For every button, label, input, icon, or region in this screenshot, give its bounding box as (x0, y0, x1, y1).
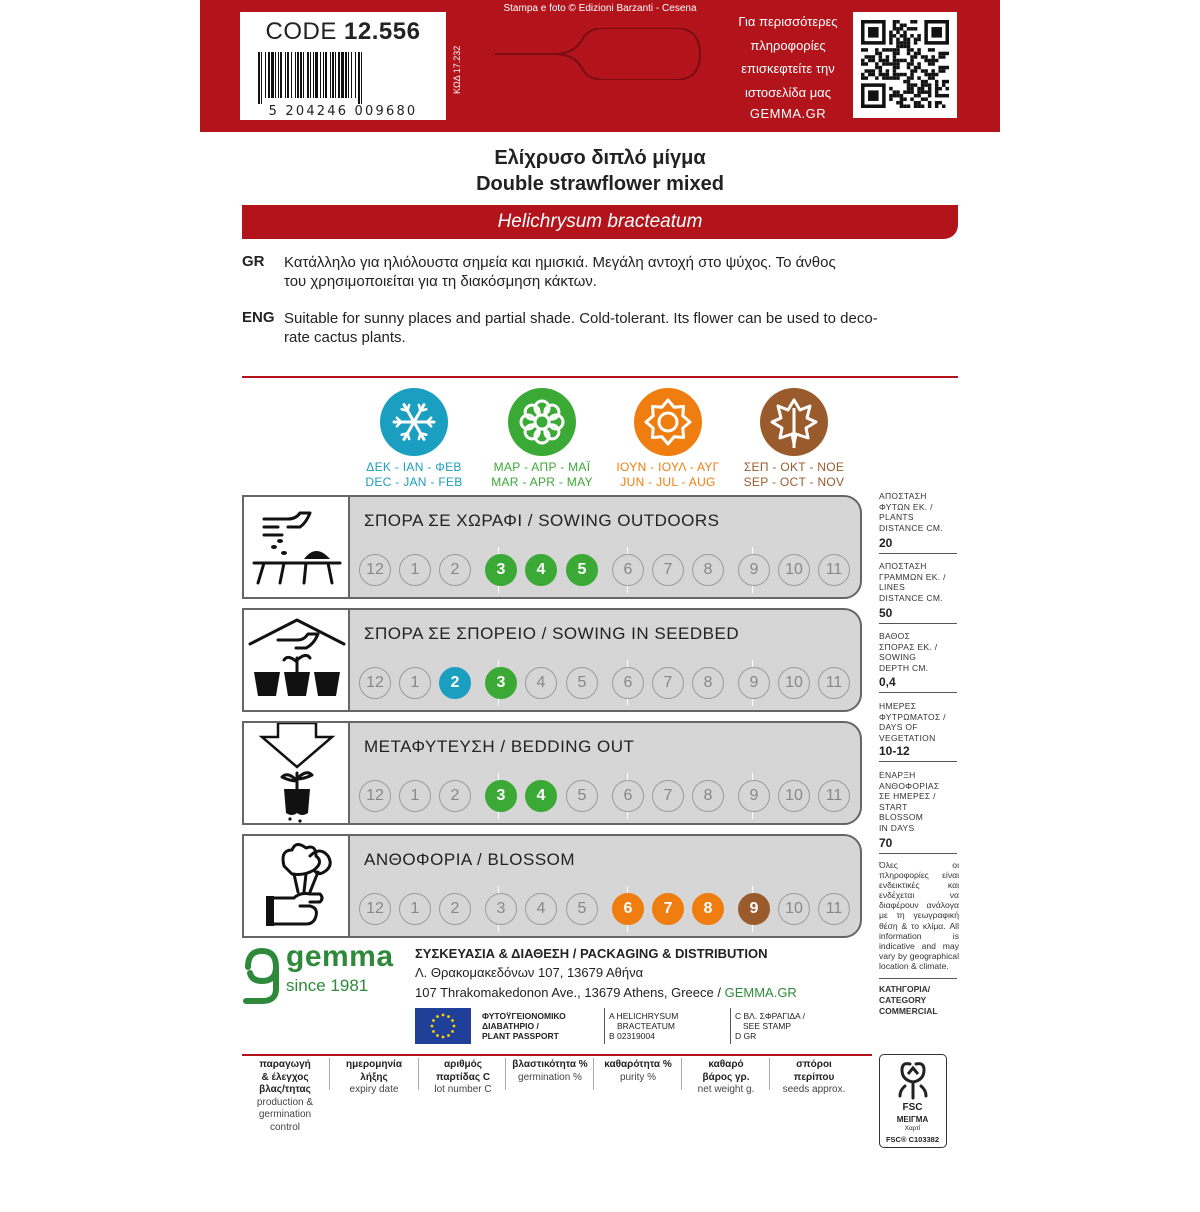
bottom-field: βλαστικότητα % germination % (512, 1059, 588, 1083)
title-greek: Ελίχρυσο διπλό μίγμα (494, 147, 706, 169)
bottom-field: σπόροι περίπου seeds approx. (782, 1059, 846, 1095)
month-5: 5 (566, 667, 598, 699)
snowflake-icon (380, 388, 448, 456)
month-7: 7 (652, 780, 684, 812)
bottom-field: καθαρό βάρος γρ. net weight g. (697, 1059, 755, 1095)
fsc-logo-text: FSC (902, 1102, 923, 1113)
stat-divider (879, 692, 957, 693)
calendar-row (242, 834, 862, 938)
bottom-divider (242, 1054, 872, 1056)
gemma-logo-icon (242, 945, 282, 1005)
print-credit: Stampa e foto © Edizioni Barzanti - Cesena (503, 3, 697, 14)
stat-value: 20 (879, 536, 893, 550)
barcode-label (240, 12, 446, 120)
stat-value: 50 (879, 606, 893, 620)
more-info-text: Για περισσότερες πληροφορίες επισκεφτείτε την ιστοσελίδα μας (738, 14, 838, 100)
month-10: 10 (778, 780, 810, 812)
calendar-row (242, 608, 862, 712)
month-3: 3 (485, 554, 517, 586)
field-divider (681, 1058, 682, 1090)
field-divider (505, 1058, 506, 1090)
stat-label: ΑΠΟΣΤΑΣΗ ΦΥΤΩΝ ΕΚ. / PLANTS DISTANCE CM. (879, 491, 943, 533)
season-months-en: MAR - APR - MAY (491, 475, 593, 489)
sowing-seedbed-icon (244, 610, 350, 710)
month-1: 1 (399, 893, 431, 925)
hang-hole (495, 28, 705, 80)
bottom-field: καθαρότητα % purity % (604, 1059, 672, 1083)
month-4: 4 (525, 667, 557, 699)
bedding-out-icon (244, 723, 350, 823)
fsc-mix: ΜΕΙΓΜΑ (896, 1115, 929, 1124)
calendar-row (242, 721, 862, 825)
bottom-field: αριθμός παρτίδας C lot number C (434, 1059, 492, 1095)
category: ΚΑΤΗΓΟΡΙΑ/ CATEGORY COMMERCIAL (879, 984, 938, 1016)
calendar-row (242, 495, 862, 599)
month-8: 8 (692, 667, 724, 699)
month-5: 5 (566, 893, 598, 925)
stat-divider (879, 623, 957, 624)
field-divider (418, 1058, 419, 1090)
row-label: ΑΝΘΟΦΟΡΙΑ / BLOSSOM (364, 850, 576, 869)
stat-value: 10-12 (879, 744, 910, 758)
stat-divider (879, 553, 957, 554)
plant-passport-title: ΦΥΤΟΫΓΕΙΟΝΟΜΙΚΟ ΔΙΑΒΑΤΗΡΙΟ / PLANT PASSPORT (482, 1011, 566, 1041)
packaging-title: ΣΥΣΚΕΥΑΣΙΑ & ΔΙΑΘΕΣΗ / PACKAGING & DISTRIBUTION (415, 946, 768, 961)
month-6: 6 (612, 554, 644, 586)
passport-col-a: A HELICHRYSUM BRACTEATUM B 02319004 (609, 1011, 679, 1041)
leaf-icon (760, 388, 828, 456)
barcode (258, 52, 430, 104)
month-1: 1 (399, 667, 431, 699)
row-label: ΣΠΟΡΑ ΣΕ ΣΠΟΡΕΙΟ / SOWING IN SEEDBED (364, 624, 740, 643)
season-months-gr: ΜΑΡ - ΑΠΡ - ΜΑΪ (493, 460, 591, 474)
season-months-en: JUN - JUL - AUG (620, 475, 716, 489)
description-gr: Κατάλληλο για ηλιόλουστα σημεία και ημισκιά. Μεγάλη αντοχή στο ψύχος. Το άνθος του χρησιμοποιείται για τη διακόσμηση κάκτων. (284, 254, 836, 290)
sowing-outdoors-icon (244, 497, 350, 597)
month-4: 4 (525, 554, 557, 586)
season-months-gr: ΙΟΥΝ - ΙΟΥΛ - ΑΥΓ (616, 460, 720, 474)
month-9: 9 (738, 667, 770, 699)
month-5: 5 (566, 554, 598, 586)
month-10: 10 (778, 667, 810, 699)
month-8: 8 (692, 780, 724, 812)
sun-icon (634, 388, 702, 456)
latin-name: Helichrysum bracteatum (497, 211, 703, 232)
field-divider (769, 1058, 770, 1090)
latin-name-bar (242, 205, 958, 239)
month-9: 9 (738, 554, 770, 586)
stat-label: ΒΑΘΟΣ ΣΠΟΡΑΣ ΕΚ. / SOWING DEPTH CM. (879, 631, 938, 673)
month-2: 2 (439, 667, 471, 699)
month-8: 8 (692, 554, 724, 586)
gemma-wordmark: gemma (286, 940, 394, 973)
eu-flag-icon (415, 1008, 471, 1044)
month-11: 11 (818, 780, 850, 812)
fsc-label (879, 1054, 947, 1148)
season-months-en: SEP - OCT - NOV (743, 475, 845, 489)
description-en: Suitable for sunny places and partial shade. Cold-tolerant. Its flower can be used to deco- rate cactus plants. (284, 310, 878, 346)
title-english: Double strawflower mixed (476, 173, 724, 195)
season-months-gr: ΔΕΚ - ΙΑΝ - ΦΕΒ (366, 460, 462, 474)
month-11: 11 (818, 893, 850, 925)
month-6: 6 (612, 893, 644, 925)
blossom-icon (244, 836, 350, 936)
row-label: ΣΠΟΡΑ ΣΕ ΧΩΡΑΦΙ / SOWING OUTDOORS (364, 511, 720, 530)
month-1: 1 (399, 780, 431, 812)
month-8: 8 (692, 893, 724, 925)
month-10: 10 (778, 554, 810, 586)
month-12: 12 (359, 667, 391, 699)
address-greek: Λ. Θρακομακεδόνων 107, 13679 Αθήνα (415, 965, 644, 980)
month-3: 3 (485, 893, 517, 925)
month-7: 7 (652, 893, 684, 925)
address-english: 107 Thrakomakedonon Ave., 13679 Athens, Greece / GEMMA.GR (415, 985, 797, 1000)
stat-divider (879, 853, 957, 854)
month-9: 9 (738, 780, 770, 812)
month-12: 12 (359, 780, 391, 812)
stat-value: 0,4 (879, 675, 896, 689)
season-months-gr: ΣΕΠ - ΟΚΤ - ΝΟΕ (743, 460, 845, 474)
month-3: 3 (485, 780, 517, 812)
qr-icon (861, 20, 949, 108)
stat-label: ΕΝΑΡΞΗ ΑΝΘΟΦΟΡΙΑΣ ΣΕ ΗΜΕΡΕΣ / START BLOSSOM IN DAYS (879, 770, 940, 833)
month-3: 3 (485, 667, 517, 699)
flower-icon (508, 388, 576, 456)
month-10: 10 (778, 893, 810, 925)
product-code: CODE 12.556 (265, 18, 421, 45)
month-2: 2 (439, 554, 471, 586)
month-7: 7 (652, 554, 684, 586)
month-11: 11 (818, 554, 850, 586)
website-link[interactable]: GEMMA.GR (749, 106, 827, 121)
stat-label: ΑΠΟΣΤΑΣΗ ΓΡΑΜΜΩΝ ΕΚ. / LINES DISTANCE CM. (879, 561, 946, 603)
month-2: 2 (439, 893, 471, 925)
fsc-code: FSC® C103382 (885, 1135, 940, 1144)
month-6: 6 (612, 780, 644, 812)
row-label: ΜΕΤΑΦΥΤΕΥΣΗ / BEDDING OUT (364, 737, 635, 756)
month-4: 4 (525, 893, 557, 925)
qr-code[interactable] (853, 12, 957, 118)
passport-divider (604, 1008, 605, 1044)
divider (242, 376, 958, 378)
month-1: 1 (399, 554, 431, 586)
address-site-link[interactable]: GEMMA.GR (724, 985, 797, 1000)
passport-col-b: C ΒΛ. ΣΦΡΑΓΙΔΑ / SEE STAMP D GR (735, 1011, 805, 1041)
stat-value: 70 (879, 836, 893, 850)
passport-divider (730, 1008, 731, 1044)
month-9: 9 (738, 893, 770, 925)
month-6: 6 (612, 667, 644, 699)
stat-divider (879, 761, 957, 762)
ean-number: 5 204246 009680 (268, 104, 418, 119)
month-12: 12 (359, 893, 391, 925)
month-11: 11 (818, 667, 850, 699)
bottom-field: παραγωγή & έλεγχος βλας/τητας production & germination control (256, 1059, 314, 1133)
fsc-tree-icon (896, 1060, 930, 1100)
lang-gr: GR (242, 253, 265, 270)
field-divider (593, 1058, 594, 1090)
fsc-paper: Χαρτί (904, 1125, 921, 1132)
month-5: 5 (566, 780, 598, 812)
bottom-field: ημερομηνία λήξης expiry date (346, 1059, 402, 1095)
stat-divider (879, 978, 957, 979)
month-7: 7 (652, 667, 684, 699)
field-divider (329, 1058, 330, 1090)
month-12: 12 (359, 554, 391, 586)
month-2: 2 (439, 780, 471, 812)
month-4: 4 (525, 780, 557, 812)
gemma-since: since 1981 (286, 976, 369, 995)
disclaimer: Όλες οι πληροφορίες είναι ενδεικτικές και ενδέχεται να διαφέρουν ανάλογα με τη γεωγραφική θέση & το κλίμα. All information is indicative and may vary by geographical location & climate. (879, 860, 959, 971)
stat-label: ΗΜΕΡΕΣ ΦΥΤΡΩΜΑΤΟΣ / DAYS OF VEGETATION (879, 701, 946, 743)
lang-eng: ENG (242, 309, 275, 326)
season-months-en: DEC - JAN - FEB (365, 475, 463, 489)
kod-number: ΚΩΔ 17.232 (452, 45, 462, 94)
